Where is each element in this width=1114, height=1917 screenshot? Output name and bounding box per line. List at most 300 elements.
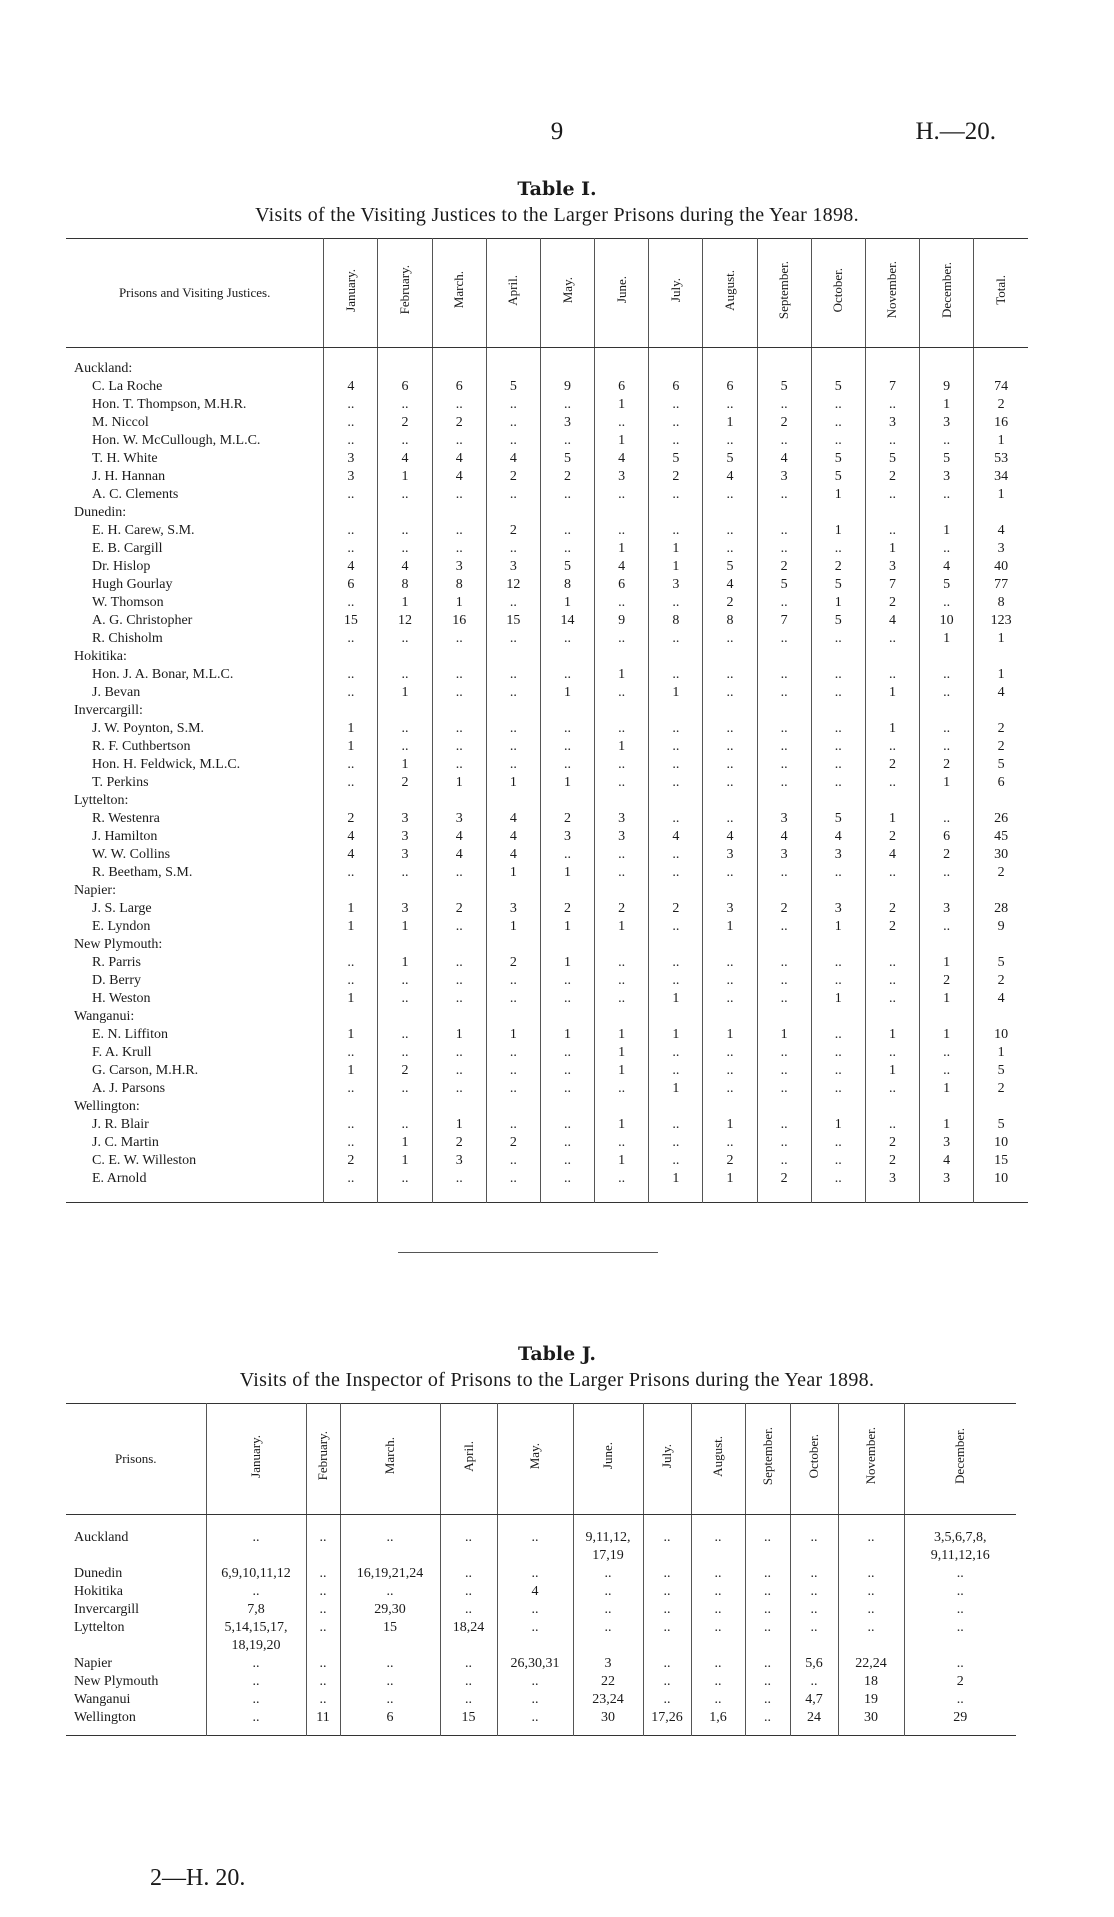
table-i-value-cell: .. xyxy=(378,1026,432,1044)
table-i-value-cell: 3 xyxy=(703,900,757,918)
table-j-value-cell: .. xyxy=(790,1619,838,1655)
table-i-value-cell: 6 xyxy=(595,378,649,396)
table-i-value-cell: .. xyxy=(649,432,703,450)
table-i-value-cell: 1 xyxy=(811,486,865,504)
table-j-value-cell: 23,24 xyxy=(573,1691,643,1709)
table-i-row xyxy=(66,1116,1028,1134)
table-i-value-cell: .. xyxy=(865,630,919,648)
table-i-value-cell xyxy=(540,702,594,720)
table-j-row xyxy=(66,1601,1016,1619)
table-i-group-row xyxy=(66,936,1028,954)
table-i-value-cell: .. xyxy=(324,414,378,432)
section-divider xyxy=(398,1252,658,1253)
table-i-value-cell xyxy=(865,504,919,522)
table-i-value-cell: .. xyxy=(432,522,486,540)
table-j-caption: Visits of the Inspector of Prisons to the Larger Prisons during the Year 1898. xyxy=(239,1369,875,1391)
table-i-value-cell: 8 xyxy=(703,612,757,630)
table-i-value-cell: 6 xyxy=(649,378,703,396)
table-i-value-cell: .. xyxy=(432,972,486,990)
table-j-value-cell: .. xyxy=(440,1691,497,1709)
table-j-value-cell: 3,5,6,7,8, 9,11,12,16 xyxy=(904,1515,1016,1566)
table-j-value-cell: .. xyxy=(573,1601,643,1619)
table-i-value-cell: .. xyxy=(540,1062,594,1080)
table-j-value-cell: 30 xyxy=(573,1709,643,1736)
table-i-value-cell: .. xyxy=(865,972,919,990)
table-i-value-cell: .. xyxy=(757,432,811,450)
table-i-value-cell: 3 xyxy=(595,810,649,828)
table-j-header-col xyxy=(691,1404,745,1515)
table-i-value-cell: .. xyxy=(432,738,486,756)
table-i-value-cell: .. xyxy=(378,972,432,990)
table-i-value-cell: 1 xyxy=(378,468,432,486)
table-j-value-cell: 5,14,15,17, 18,19,20 xyxy=(206,1619,306,1655)
table-i-header-col xyxy=(378,239,432,348)
table-j-value-cell: 15 xyxy=(440,1709,497,1736)
table-i-value-cell xyxy=(757,882,811,900)
table-j-header-label: September. xyxy=(759,1426,775,1486)
table-i-total-cell: 15 xyxy=(974,1152,1028,1170)
table-i-value-cell: .. xyxy=(486,1152,540,1170)
table-j-header-col xyxy=(790,1404,838,1515)
table-i-value-cell: .. xyxy=(540,972,594,990)
table-j-value-cell: .. xyxy=(440,1583,497,1601)
table-i-value-cell: 1 xyxy=(378,684,432,702)
table-i-value-cell: 3 xyxy=(703,846,757,864)
table-i-value-cell: .. xyxy=(811,972,865,990)
table-i-value-cell xyxy=(378,702,432,720)
table-j-prison-name: Auckland xyxy=(74,1530,129,1545)
table-j-value-cell: .. xyxy=(440,1565,497,1583)
table-i-value-cell: 1 xyxy=(865,1026,919,1044)
table-i-value-cell: .. xyxy=(811,666,865,684)
table-i-value-cell: .. xyxy=(920,720,974,738)
table-i-row xyxy=(66,1026,1028,1044)
table-i-value-cell: .. xyxy=(865,990,919,1008)
table-i-total-cell: 4 xyxy=(974,684,1028,702)
table-i-row xyxy=(66,576,1028,594)
table-i-value-cell: 1 xyxy=(920,396,974,414)
table-i-value-cell: 1 xyxy=(595,1152,649,1170)
table-i-value-cell: 10 xyxy=(920,612,974,630)
table-j-value-cell: .. xyxy=(745,1691,790,1709)
table-j-value-cell: .. xyxy=(745,1619,790,1655)
table-j-value-cell: .. xyxy=(497,1601,573,1619)
table-i-total-cell: 5 xyxy=(974,1062,1028,1080)
table-i-value-cell: 1 xyxy=(540,684,594,702)
table-j-value-cell: .. xyxy=(340,1673,440,1691)
table-i-header-col xyxy=(324,239,378,348)
table-i-total-cell: 4 xyxy=(974,522,1028,540)
table-i-header-row xyxy=(66,239,1028,348)
table-i-total-cell: 8 xyxy=(974,594,1028,612)
table-j-value-cell: .. xyxy=(440,1673,497,1691)
table-i-value-cell: .. xyxy=(920,486,974,504)
table-j-row xyxy=(66,1565,1016,1583)
table-i-justice-name: Hon. H. Feldwick, M.L.C. xyxy=(92,757,241,772)
table-i-value-cell: 3 xyxy=(540,828,594,846)
table-j-header-label: October. xyxy=(806,1433,821,1479)
table-i-value-cell: .. xyxy=(595,630,649,648)
table-i-value-cell: .. xyxy=(540,720,594,738)
table-i-caption: Visits of the Visiting Justices to the Larger Prisons during the Year 1898. xyxy=(255,204,859,226)
table-i-value-cell: .. xyxy=(540,486,594,504)
table-i-value-cell: 4 xyxy=(811,828,865,846)
table-i-row xyxy=(66,378,1028,396)
table-i-value-cell xyxy=(432,1098,486,1116)
table-i-value-cell: 3 xyxy=(757,810,811,828)
table-i-group-row xyxy=(66,1008,1028,1026)
table-i-value-cell xyxy=(486,882,540,900)
table-j-value-cell: .. xyxy=(573,1565,643,1583)
table-i-value-cell: .. xyxy=(703,972,757,990)
table-i-value-cell: .. xyxy=(703,1134,757,1152)
table-i-justice-name: T. Perkins xyxy=(92,775,149,790)
table-i-value-cell xyxy=(757,1008,811,1026)
table-i-header-col xyxy=(540,239,594,348)
table-i-value-cell: .. xyxy=(432,684,486,702)
table-i-value-cell: .. xyxy=(540,432,594,450)
table-i-value-cell: 2 xyxy=(865,918,919,936)
table-i-row xyxy=(66,630,1028,648)
table-i-value-cell: .. xyxy=(920,432,974,450)
table-i-header-col xyxy=(595,239,649,348)
table-i-group-name: Wanganui: xyxy=(74,1009,135,1024)
table-i-value-cell: .. xyxy=(378,522,432,540)
table-i-justice-name: J. H. Hannan xyxy=(92,469,166,484)
table-i-total-cell xyxy=(974,702,1028,720)
table-j-header-label: May. xyxy=(527,1442,542,1470)
table-i-value-cell: 9 xyxy=(595,612,649,630)
table-i-value-cell: 5 xyxy=(486,378,540,396)
table-i-justice-name: Hon. W. McCullough, M.L.C. xyxy=(92,433,261,448)
table-i-value-cell xyxy=(324,1008,378,1026)
table-i-value-cell: 1 xyxy=(324,738,378,756)
table-i-header-col xyxy=(920,239,974,348)
table-i-total-cell: 45 xyxy=(974,828,1028,846)
table-i-justice-name: C. La Roche xyxy=(92,379,163,394)
table-i-value-cell: .. xyxy=(920,738,974,756)
table-i-value-cell: 1 xyxy=(324,720,378,738)
table-i-value-cell: .. xyxy=(324,540,378,558)
table-i-value-cell: .. xyxy=(486,990,540,1008)
table-i-value-cell: .. xyxy=(920,864,974,882)
table-j-value-cell: .. xyxy=(643,1619,691,1655)
table-i-value-cell: 1 xyxy=(811,990,865,1008)
table-i-value-cell: 4 xyxy=(324,558,378,576)
table-i-value-cell: .. xyxy=(540,1134,594,1152)
table-i-value-cell: 4 xyxy=(324,828,378,846)
table-i-value-cell xyxy=(811,702,865,720)
table-i-value-cell: .. xyxy=(649,414,703,432)
table-i-value-cell xyxy=(649,504,703,522)
table-i-value-cell: .. xyxy=(865,396,919,414)
table-i-value-cell xyxy=(920,348,974,379)
table-i-value-cell: .. xyxy=(595,972,649,990)
table-i-row xyxy=(66,918,1028,936)
table-i-value-cell: 4 xyxy=(757,828,811,846)
table-i-value-cell xyxy=(324,882,378,900)
table-i-value-cell xyxy=(649,1008,703,1026)
table-j-value-cell: 2 xyxy=(904,1673,1016,1691)
table-i-value-cell: 1 xyxy=(432,594,486,612)
table-i-header-col xyxy=(649,239,703,348)
table-j-value-cell: .. xyxy=(497,1691,573,1709)
table-i-value-cell: .. xyxy=(486,684,540,702)
table-i-value-cell xyxy=(324,1098,378,1116)
table-i-value-cell xyxy=(703,792,757,810)
table-i-value-cell xyxy=(920,1098,974,1116)
table-j-header-prisons: Prisons. xyxy=(66,1404,206,1515)
table-i-value-cell: 4 xyxy=(486,846,540,864)
table-i-value-cell: 1 xyxy=(378,1152,432,1170)
table-i-row xyxy=(66,666,1028,684)
table-i-title: Table I. xyxy=(517,178,597,200)
table-i-value-cell: .. xyxy=(432,1080,486,1098)
table-i-value-cell: .. xyxy=(920,684,974,702)
table-i-group-row xyxy=(66,792,1028,810)
table-i-value-cell: .. xyxy=(757,990,811,1008)
table-i-header-col xyxy=(432,239,486,348)
table-i-value-cell: 3 xyxy=(757,846,811,864)
table-i-value-cell: .. xyxy=(432,864,486,882)
table-i-value-cell: 7 xyxy=(865,576,919,594)
table-i-row xyxy=(66,972,1028,990)
table-i-header-prisons: Prisons and Visiting Justices. xyxy=(66,239,324,348)
table-i-value-cell: .. xyxy=(432,540,486,558)
table-i-value-cell: 3 xyxy=(811,846,865,864)
table-i-value-cell: .. xyxy=(757,1134,811,1152)
table-i-value-cell: .. xyxy=(540,396,594,414)
table-i-total-cell: 1 xyxy=(974,630,1028,648)
table-i-value-cell: 1 xyxy=(865,1062,919,1080)
table-i-value-cell: 8 xyxy=(378,576,432,594)
table-i-value-cell: 1 xyxy=(595,738,649,756)
table-i-value-cell: 1 xyxy=(595,432,649,450)
table-j-header-label: November. xyxy=(863,1427,878,1485)
table-i-total-cell: 16 xyxy=(974,414,1028,432)
table-i-value-cell: .. xyxy=(703,1062,757,1080)
table-i-value-cell: .. xyxy=(540,1152,594,1170)
table-i-value-cell: 1 xyxy=(811,522,865,540)
table-i-value-cell xyxy=(920,1008,974,1026)
table-j-header-col xyxy=(904,1404,1016,1515)
table-i-value-cell: .. xyxy=(486,396,540,414)
table-i-value-cell: 5 xyxy=(757,576,811,594)
table-j-value-cell: .. xyxy=(643,1583,691,1601)
table-i-header-col xyxy=(865,239,919,348)
table-i-justice-name: J. R. Blair xyxy=(92,1117,149,1132)
table-j-header-label: January. xyxy=(248,1434,263,1478)
table-i-value-cell: 1 xyxy=(649,558,703,576)
table-j-value-cell: .. xyxy=(691,1691,745,1709)
table-i-value-cell xyxy=(865,882,919,900)
table-i-value-cell: .. xyxy=(486,756,540,774)
table-i-value-cell: 4 xyxy=(595,558,649,576)
table-i-value-cell: .. xyxy=(486,594,540,612)
table-i-header-label: November. xyxy=(884,261,900,319)
table-i-total-cell: 26 xyxy=(974,810,1028,828)
table-i-value-cell: 8 xyxy=(540,576,594,594)
table-j-header-label: July. xyxy=(659,1443,674,1469)
table-i-value-cell: .. xyxy=(757,972,811,990)
table-i-value-cell: .. xyxy=(703,738,757,756)
table-j-value-cell: 24 xyxy=(790,1709,838,1736)
table-j-value-cell: .. xyxy=(306,1583,340,1601)
table-i-total-cell xyxy=(974,792,1028,810)
table-i-total-cell: 30 xyxy=(974,846,1028,864)
table-i-value-cell: .. xyxy=(486,738,540,756)
table-i-value-cell xyxy=(649,936,703,954)
table-i-value-cell xyxy=(865,792,919,810)
table-i-value-cell xyxy=(811,648,865,666)
table-i-justice-name: E. Arnold xyxy=(92,1171,147,1186)
table-j-header-row xyxy=(66,1404,1016,1515)
table-i-header-label: April. xyxy=(505,274,521,306)
table-j-value-cell: 3 xyxy=(573,1655,643,1673)
table-i-row xyxy=(66,594,1028,612)
table-j-value-cell: .. xyxy=(643,1673,691,1691)
table-i-value-cell: 2 xyxy=(865,594,919,612)
table-i-value-cell xyxy=(432,1008,486,1026)
table-i-value-cell: .. xyxy=(378,486,432,504)
table-i-value-cell: 4 xyxy=(432,450,486,468)
table-i-value-cell: .. xyxy=(595,774,649,792)
table-j-value-cell: 29,30 xyxy=(340,1601,440,1619)
table-i-value-cell: .. xyxy=(811,630,865,648)
table-i-justice-name: W. W. Collins xyxy=(92,847,171,862)
table-i-value-cell: .. xyxy=(486,432,540,450)
table-i-value-cell: .. xyxy=(595,1170,649,1203)
table-i-value-cell: .. xyxy=(324,666,378,684)
table-i-value-cell: .. xyxy=(432,1062,486,1080)
table-i-total-cell: 53 xyxy=(974,450,1028,468)
table-i-value-cell: .. xyxy=(324,1044,378,1062)
table-j-header-col xyxy=(340,1404,440,1515)
table-i-value-cell: 1 xyxy=(595,666,649,684)
table-j-header-col xyxy=(643,1404,691,1515)
table-i-value-cell xyxy=(432,348,486,379)
table-i-value-cell: 3 xyxy=(324,450,378,468)
table-j-value-cell: 18,24 xyxy=(440,1619,497,1655)
table-j-value-cell: .. xyxy=(790,1673,838,1691)
table-i-value-cell: .. xyxy=(703,990,757,1008)
table-i-value-cell xyxy=(378,648,432,666)
table-i-value-cell xyxy=(703,504,757,522)
table-i-value-cell: 6 xyxy=(324,576,378,594)
table-i-value-cell: .. xyxy=(378,1170,432,1203)
table-i-value-cell xyxy=(920,504,974,522)
table-j-value-cell: .. xyxy=(691,1673,745,1691)
table-i-value-cell: 5 xyxy=(811,450,865,468)
table-i-value-cell: 1 xyxy=(703,918,757,936)
table-j-value-cell: 19 xyxy=(838,1691,904,1709)
table-i-value-cell: .. xyxy=(811,1062,865,1080)
table-j-prison-name: New Plymouth xyxy=(74,1674,159,1689)
table-i-group-name: Dunedin: xyxy=(74,505,127,520)
table-i-value-cell: .. xyxy=(703,720,757,738)
table-i-header-label: June. xyxy=(613,276,629,304)
table-j-value-cell: 11 xyxy=(306,1709,340,1736)
table-i-value-cell: .. xyxy=(540,1116,594,1134)
table-j-value-cell: .. xyxy=(745,1601,790,1619)
table-j-value-cell: .. xyxy=(306,1619,340,1655)
table-j-value-cell: 26,30,31 xyxy=(497,1655,573,1673)
table-i-value-cell: 2 xyxy=(486,468,540,486)
table-i-value-cell: 8 xyxy=(432,576,486,594)
table-i-value-cell: 2 xyxy=(649,900,703,918)
table-i-value-cell: 4 xyxy=(432,828,486,846)
table-i-value-cell: 3 xyxy=(432,558,486,576)
table-i-value-cell: .. xyxy=(757,522,811,540)
table-i-value-cell: .. xyxy=(432,954,486,972)
table-i-value-cell: 1 xyxy=(649,1170,703,1203)
table-i-header-col xyxy=(974,239,1028,348)
table-i-value-cell xyxy=(920,648,974,666)
table-i-value-cell: .. xyxy=(324,972,378,990)
table-j-value-cell: 1,6 xyxy=(691,1709,745,1736)
table-i-value-cell xyxy=(649,702,703,720)
table-i-value-cell: 3 xyxy=(649,576,703,594)
table-j-header-label: June. xyxy=(600,1442,615,1470)
table-i-value-cell: 4 xyxy=(757,450,811,468)
table-i-value-cell xyxy=(540,348,594,379)
table-i-value-cell: .. xyxy=(324,1170,378,1203)
table-i-value-cell: 4 xyxy=(703,576,757,594)
table-j-value-cell: .. xyxy=(790,1583,838,1601)
table-j-value-cell: 29 xyxy=(904,1709,1016,1736)
table-i-value-cell: 1 xyxy=(432,1116,486,1134)
table-i-value-cell: 1 xyxy=(324,918,378,936)
table-j-value-cell: .. xyxy=(643,1565,691,1583)
table-i-value-cell: .. xyxy=(757,738,811,756)
table-i-justice-name: Dr. Hislop xyxy=(92,559,151,574)
table-i-value-cell: .. xyxy=(811,1044,865,1062)
table-i-value-cell: .. xyxy=(595,720,649,738)
table-i-value-cell: .. xyxy=(757,720,811,738)
table-j-value-cell: .. xyxy=(306,1601,340,1619)
table-i-row xyxy=(66,900,1028,918)
table-i-value-cell: .. xyxy=(432,1170,486,1203)
table-i-value-cell: .. xyxy=(486,1170,540,1203)
table-i-value-cell: 3 xyxy=(595,468,649,486)
table-i-justice-name: W. Thomson xyxy=(92,595,164,610)
table-i-value-cell: .. xyxy=(324,486,378,504)
table-i-value-cell: .. xyxy=(540,756,594,774)
table-i-total-cell: 5 xyxy=(974,1116,1028,1134)
table-i-value-cell xyxy=(378,792,432,810)
table-i-value-cell: 2 xyxy=(757,900,811,918)
table-i-total-cell: 1 xyxy=(974,1044,1028,1062)
table-i-value-cell xyxy=(865,1008,919,1026)
table-i-value-cell: 3 xyxy=(378,810,432,828)
table-i-value-cell xyxy=(540,936,594,954)
table-i-value-cell: 1 xyxy=(920,630,974,648)
table-i-value-cell: 4 xyxy=(703,828,757,846)
table-i-value-cell: .. xyxy=(378,738,432,756)
table-i-value-cell: .. xyxy=(865,432,919,450)
table-i-value-cell: .. xyxy=(920,1062,974,1080)
table-i-value-cell: .. xyxy=(432,486,486,504)
table-i-row xyxy=(66,864,1028,882)
table-i-value-cell: 1 xyxy=(432,1026,486,1044)
table-i-value-cell: .. xyxy=(703,540,757,558)
table-j-value-cell: .. xyxy=(904,1583,1016,1601)
table-i-value-cell: .. xyxy=(811,1170,865,1203)
table-j-value-cell: .. xyxy=(206,1515,306,1566)
table-i-value-cell: .. xyxy=(703,684,757,702)
table-i-value-cell: 5 xyxy=(811,612,865,630)
table-i-value-cell xyxy=(703,1098,757,1116)
